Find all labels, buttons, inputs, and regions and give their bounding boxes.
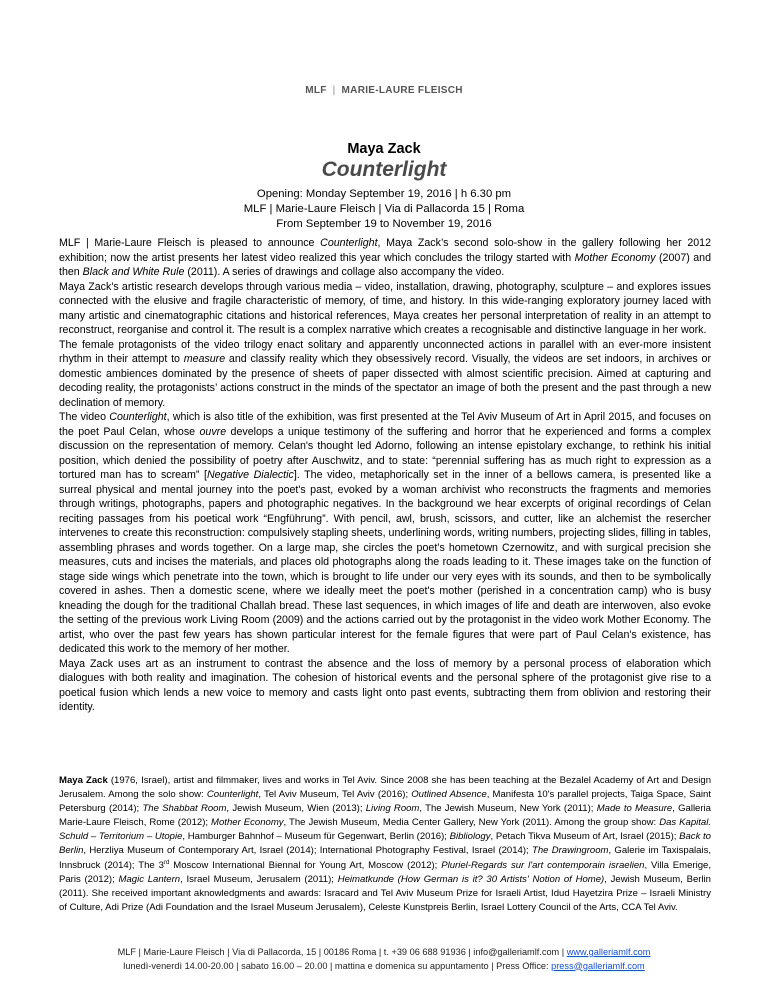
italic-title: Heimatkunde (How German is it? 30 Artists' Notion of Home) [337, 873, 605, 885]
italic-title: Mother Economy [574, 251, 656, 264]
text-run: , Manifesta 10's parallel projects, Taiga Space, Saint Petersburg (2014); [59, 789, 711, 815]
italic-title: Das Kapital. Schuld – Territorium – Utopie [59, 817, 711, 843]
text-run: , Herzliya Museum of Contemporary Art, Israel (2014); International Photography Festival, Israel (2014); [83, 845, 532, 857]
text-run: , Tel Aviv Museum, Tel Aviv (2016); [258, 789, 412, 801]
footer-hours-line [0, 960, 768, 974]
italic-title: Pluriel-Regards sur l'art contemporain israelien [441, 859, 645, 871]
text-run: , The Jewish Museum, Media Center Gallery, New York (2011). Among the group show: [283, 817, 660, 829]
italic-title: Made to Measure [596, 803, 673, 815]
text-run: , Hamburger Bahnhof – Museum für Gegenwart, Berlin (2016); [182, 831, 450, 843]
text-run: (2007) and then [59, 251, 711, 278]
venue-line: MLF | Marie-Laure Fleisch | Via di Pallacorda 15 | Roma [243, 203, 525, 215]
italic-title: The Drawingroom [531, 845, 609, 857]
italic-title: Counterlight [320, 237, 378, 249]
italic-title: Negative Dialectic [206, 469, 294, 481]
footer [0, 946, 768, 973]
paragraph-1 [59, 236, 711, 280]
logo-separator: | [332, 85, 336, 96]
italic-title: Back to Berlin [59, 831, 711, 857]
italic-title: The Shabbat Room [142, 803, 227, 815]
footer-contact-line [0, 946, 768, 960]
italic-title: Counterlight [206, 789, 259, 801]
press-email-link[interactable]: press@galleriamlf.com [551, 960, 645, 971]
text-run: MLF | Marie-Laure Fleisch is pleased to announce [59, 237, 321, 249]
text-run: , Jewish Museum, Wien (2013); [226, 803, 366, 815]
gallery-logo [0, 85, 768, 96]
paragraph-5: Maya Zack uses art as an instrument to contrast the absence and the loss of memory by a personal process of elaboration which dialogues with both reality and imagination. The cohesion of historical events and the personal sphere of the protagonist give rise to a poetical fusion which lends a new voice to memory and casts light onto past events, subtracting them from oblivion and restoring their identity. [59, 657, 711, 713]
press-text [59, 236, 711, 715]
bio-name: Maya Zack [59, 775, 108, 786]
ordinal-superscript: rd [163, 859, 170, 866]
text-run: develops a unique testimony of the suffering and horror that he experienced and forms a complex discussion on the representation of memory. Celan's thought led Adorno, following an intense epistolary exchange, to rethink his initial position, which denied the possibility of poetry after Auschwitz, and to state: “perennial suffering has as much right to expression as a tortured man has to scream” [ [59, 425, 711, 481]
italic-word: measure [183, 353, 226, 365]
italic-title: Bibliology [449, 831, 491, 843]
paragraph-2: Maya Zack's artistic research develops through various media – video, installation, drawing, photography, sculpture – and explores issues connected with the elusive and fragile characteristic of memory, of time, and history. In this wide-ranging exploratory journey laced with many artistic and cinematographic citations and historical references, Maya creates her personal interpretation of reality in an attempt to reconstruct, reorganise and control it. The result is a complex narrative which creates a recognisable and distinctive language in her work. [59, 280, 711, 336]
text-run: The female protagonists of the video trilogy enact solitary and apparently unconnected actions in parallel with an ever-more insistent rhythm in their attempt to [59, 338, 711, 365]
text-run: and classify reality which they obsessively record. Visually, the videos are set indoors, in archives or domestic ambiences dominated by the presence of sheets of paper dissected with almost scientific precision. Aimed at capturing and decoding reality, the protagonists’ actions construct in the minds of the spectator an image of both the present and the past through a new declination of memory. [59, 353, 711, 409]
exhibition-title: Counterlight [321, 158, 447, 181]
text-run: (1976, Israel), artist and filmmaker, lives and works in Tel Aviv. Since 2008 she has been teaching at the Bezalel Academy of Art and Design Jerusalem. Among the solo show: [59, 775, 712, 801]
text-run: , Petach Tikva Museum of Art, Israel (2015); [490, 831, 680, 843]
paragraph-4 [59, 410, 711, 657]
website-link[interactable]: www.galleriamlf.com [566, 947, 651, 957]
text-run: , The Jewish Museum, New York (2011); [419, 803, 597, 815]
paragraph-3 [59, 338, 711, 411]
italic-title: Black and White Rule [82, 266, 185, 278]
logo-short: MLF [305, 85, 327, 96]
dates-line: From September 19 to November 19, 2016 [276, 218, 492, 230]
text-run: , Villa Emerige, Paris (2012); [59, 859, 712, 885]
opening-line: Opening: Monday September 19, 2016 | h 6.30 pm [256, 188, 512, 200]
italic-title: Mother Economy [211, 817, 284, 829]
text-run: (2011). A series of drawings and collage also accompany the video. [184, 266, 505, 278]
italic-word: ouvre [199, 425, 227, 438]
footer-contact-text: MLF | Marie-Laure Fleisch | Via di Pallacorda, 15 | 00186 Roma | t. +39 06 688 91936 | info@galleriamlf.com | [117, 947, 567, 957]
text-run: , which is also title of the exhibition, was first presented at the Tel Aviv Museum of Art in April 2015, and focuses on the poet Paul Celan, whose [59, 411, 712, 438]
artist-bio [59, 774, 711, 915]
text-run: , Israel Museum, Jerusalem (2011); [180, 873, 338, 885]
text-run: Moscow International Biennal for Young Art, Moscow (2012); [169, 859, 442, 871]
italic-title: Living Room [365, 803, 420, 815]
exhibition-info [0, 187, 768, 232]
italic-title: Outlined Absence [411, 789, 487, 801]
logo-name: MARIE-LAURE FLEISCH [341, 85, 463, 96]
text-run: The video [59, 411, 110, 423]
text-run: , Galerie im Taxispalais, Innsbruck (2014); The 3 [59, 845, 711, 871]
text-run: , Galleria Marie-Laure Fleisch, Rome (2012); [59, 803, 711, 829]
footer-hours-text: lunedì-venerdì 14.00-20.00 | sabato 16.00 – 20.00 | mattina e domenica su appuntamento | Press Office: [123, 960, 552, 971]
text-run: ]. The video, metaphorically set in the inner of a bellows camera, is presented like a surreal physical and mental journey into the poet's past, evoked by a woman archivist who reconstructs the fragments and memories through writings, photographs, papers and photographic negatives. In the background we hear excerpts of original recordings of Celan reciting passages from his poetical work “Engführung”. With pencil, awl, brush, scissors, and cutter, like an alchemist the resercher intervenes to create this reconstruction: compulsively stapling sheets, underlining words, writing numbers, projecting slides, filling in tables, assembling phrases and words together. On a large map, she circles the poet’s hometown Czernowitz, and with surgical precision she measures, cuts and incises the materials, and places old photographs along the roads leading to it. These images take on the function of stage side wings which penetrate into the town, which is brought to life under our very eyes with its sounds, and then to be symbolically covered in ashes. Then a domestic scene, where we ideally meet the poet's mother (perished in a concentration camp) who is busy kneading the dough for the traditional Challah bread. These last sequences, in which images of life and death are interwoven, also evoke the setting of the previous work Living Room (2009) and the actions carried out by the protagonist in the video work Mother Economy. The artist, who over the past few years has shown particular interest for the female figures that were part of Paul Celan's existence, has dedicated this work to the memory of her mother. [59, 469, 711, 655]
text-run: , Jewish Museum, Berlin (2011). She received important aknowledgments and awards: Isracard and Tel Aviv Museum Prize for Israeli Artist, Idud Hayetzira Prize – Israeli Ministry of Culture, Adi Prize (Adi Foundation and the Israel Museum Jerusalem), Celeste Kunstpreis Berlin, Israel Lottery Council of the Arts, CCA Tel Aviv. [59, 873, 711, 913]
italic-title: Magic Lantern [118, 873, 181, 885]
artist-name: Maya Zack [347, 141, 421, 157]
italic-title: Counterlight [109, 411, 167, 423]
text-run: , Maya Zack’s second solo-show in the gallery following her 2012 exhibition; now the artist presents her latest video realized this year which concludes the trilogy started with [59, 237, 711, 264]
